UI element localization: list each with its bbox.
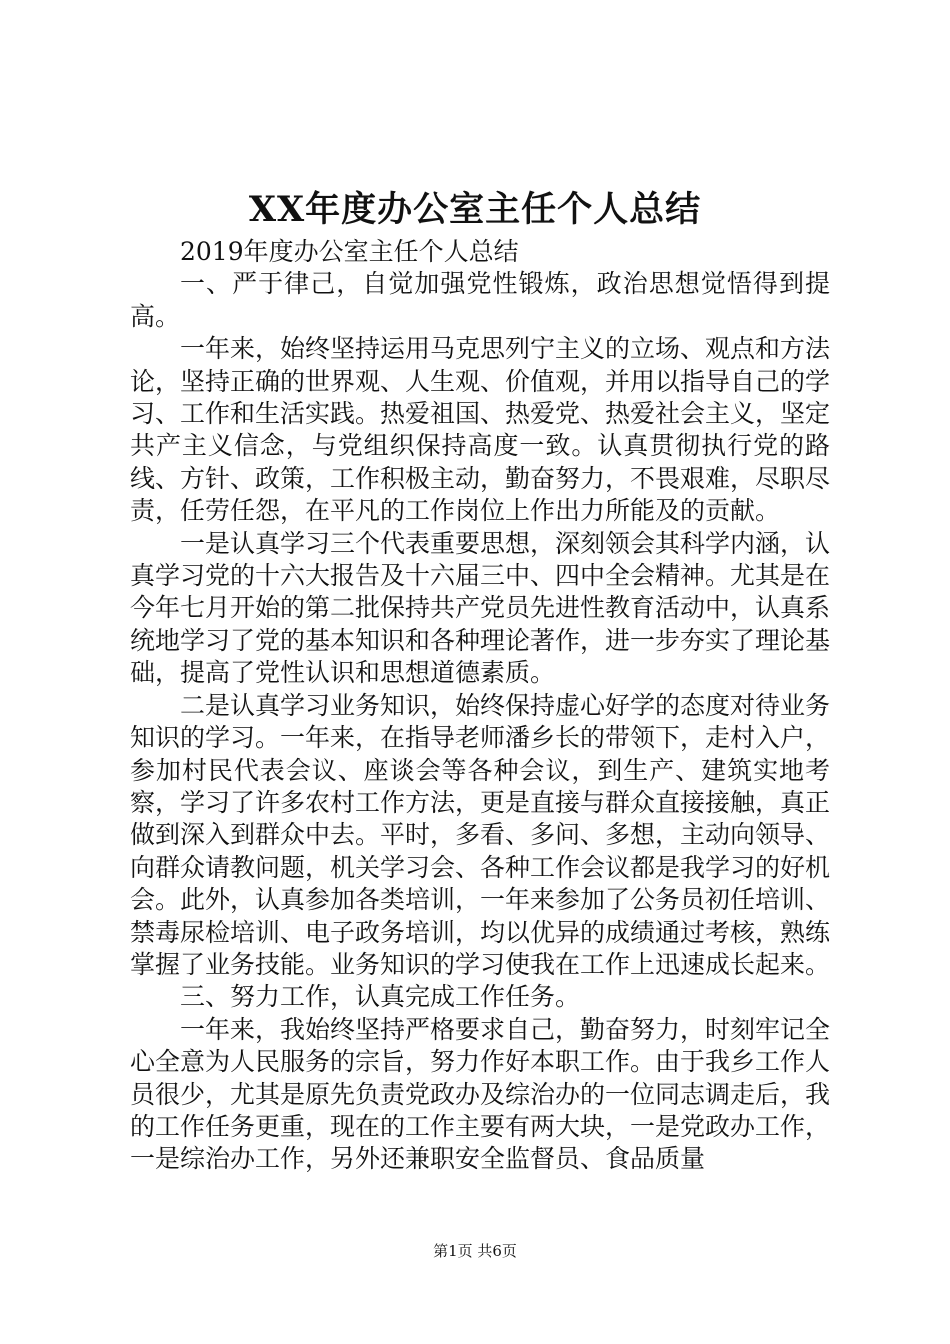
paragraph-body: 二是认真学习业务知识，始终保持虚心好学的态度对待业务知识的学习。一年来，在指导老师潘乡长的带领下，走村入户，参加村民代表会议、座谈会等各种会议，到生产、建筑实地考察，学习了许多农村工作方法，更是直接与群众直接接触，真正做到深入到群众中去。平时，多看、多问、多想，主动向领导、向群众请教问题，机关学习会、各种工作会议都是我学习的好机会。此外，认真参加各类培训，一年来参加了公务员初任培训、禁毒尿检培训、电子政务培训，均以优异的成绩通过考核，熟练掌握了业务技能。业务知识的学习使我在工作上迅速成长起来。 bbox=[130, 690, 831, 979]
paragraph-body: 一年来，始终坚持运用马克思列宁主义的立场、观点和方法论，坚持正确的世界观、人生观、价值观，并用以指导自己的学习、工作和生活实践。热爱祖国、热爱党、热爱社会主义，坚定共产主义信念，与党组织保持高度一致。认真贯彻执行党的路线、方针、政策，工作积极主动，勤奋努力，不畏艰难，尽职尽责，任劳任怨，在平凡的工作岗位上作出力所能及的贡献。 bbox=[130, 334, 831, 526]
document-title: XX年度办公室主任个人总结 bbox=[248, 189, 702, 230]
paragraph-subtitle: 2019年度办公室主任个人总结 bbox=[180, 237, 519, 266]
paragraph-section-1-heading: 一、严于律己，自觉加强党性锻炼，政治思想觉悟得到提高。 bbox=[130, 269, 830, 331]
paragraph-body: 一年来，我始终坚持严格要求自己，勤奋努力，时刻牢记全心全意为人民服务的宗旨，努力作好本职工作。由于我乡工作人员很少，尤其是原先负责党政办及综治办的一位同志调走后，我的工作任务更重，现在的工作主要有两大块，一是党政办工作，一是综治办工作，另外还兼职安全监督员、食品质量 bbox=[130, 1014, 831, 1174]
page-footer: 第1页 共6页 bbox=[433, 1242, 517, 1260]
document-body bbox=[130, 236, 830, 1176]
paragraph-body: 一是认真学习三个代表重要思想，深刻领会其科学内涵，认真学习党的十六大报告及十六届三中、四中全会精神。尤其是在今年七月开始的第二批保持共产党员先进性教育活动中，认真系统地学习了党的基本知识和各种理论著作，进一步夯实了理论基础，提高了党性认识和思想道德素质。 bbox=[130, 528, 831, 688]
paragraph-section-3-heading: 三、努力工作，认真完成工作任务。 bbox=[180, 982, 581, 1012]
